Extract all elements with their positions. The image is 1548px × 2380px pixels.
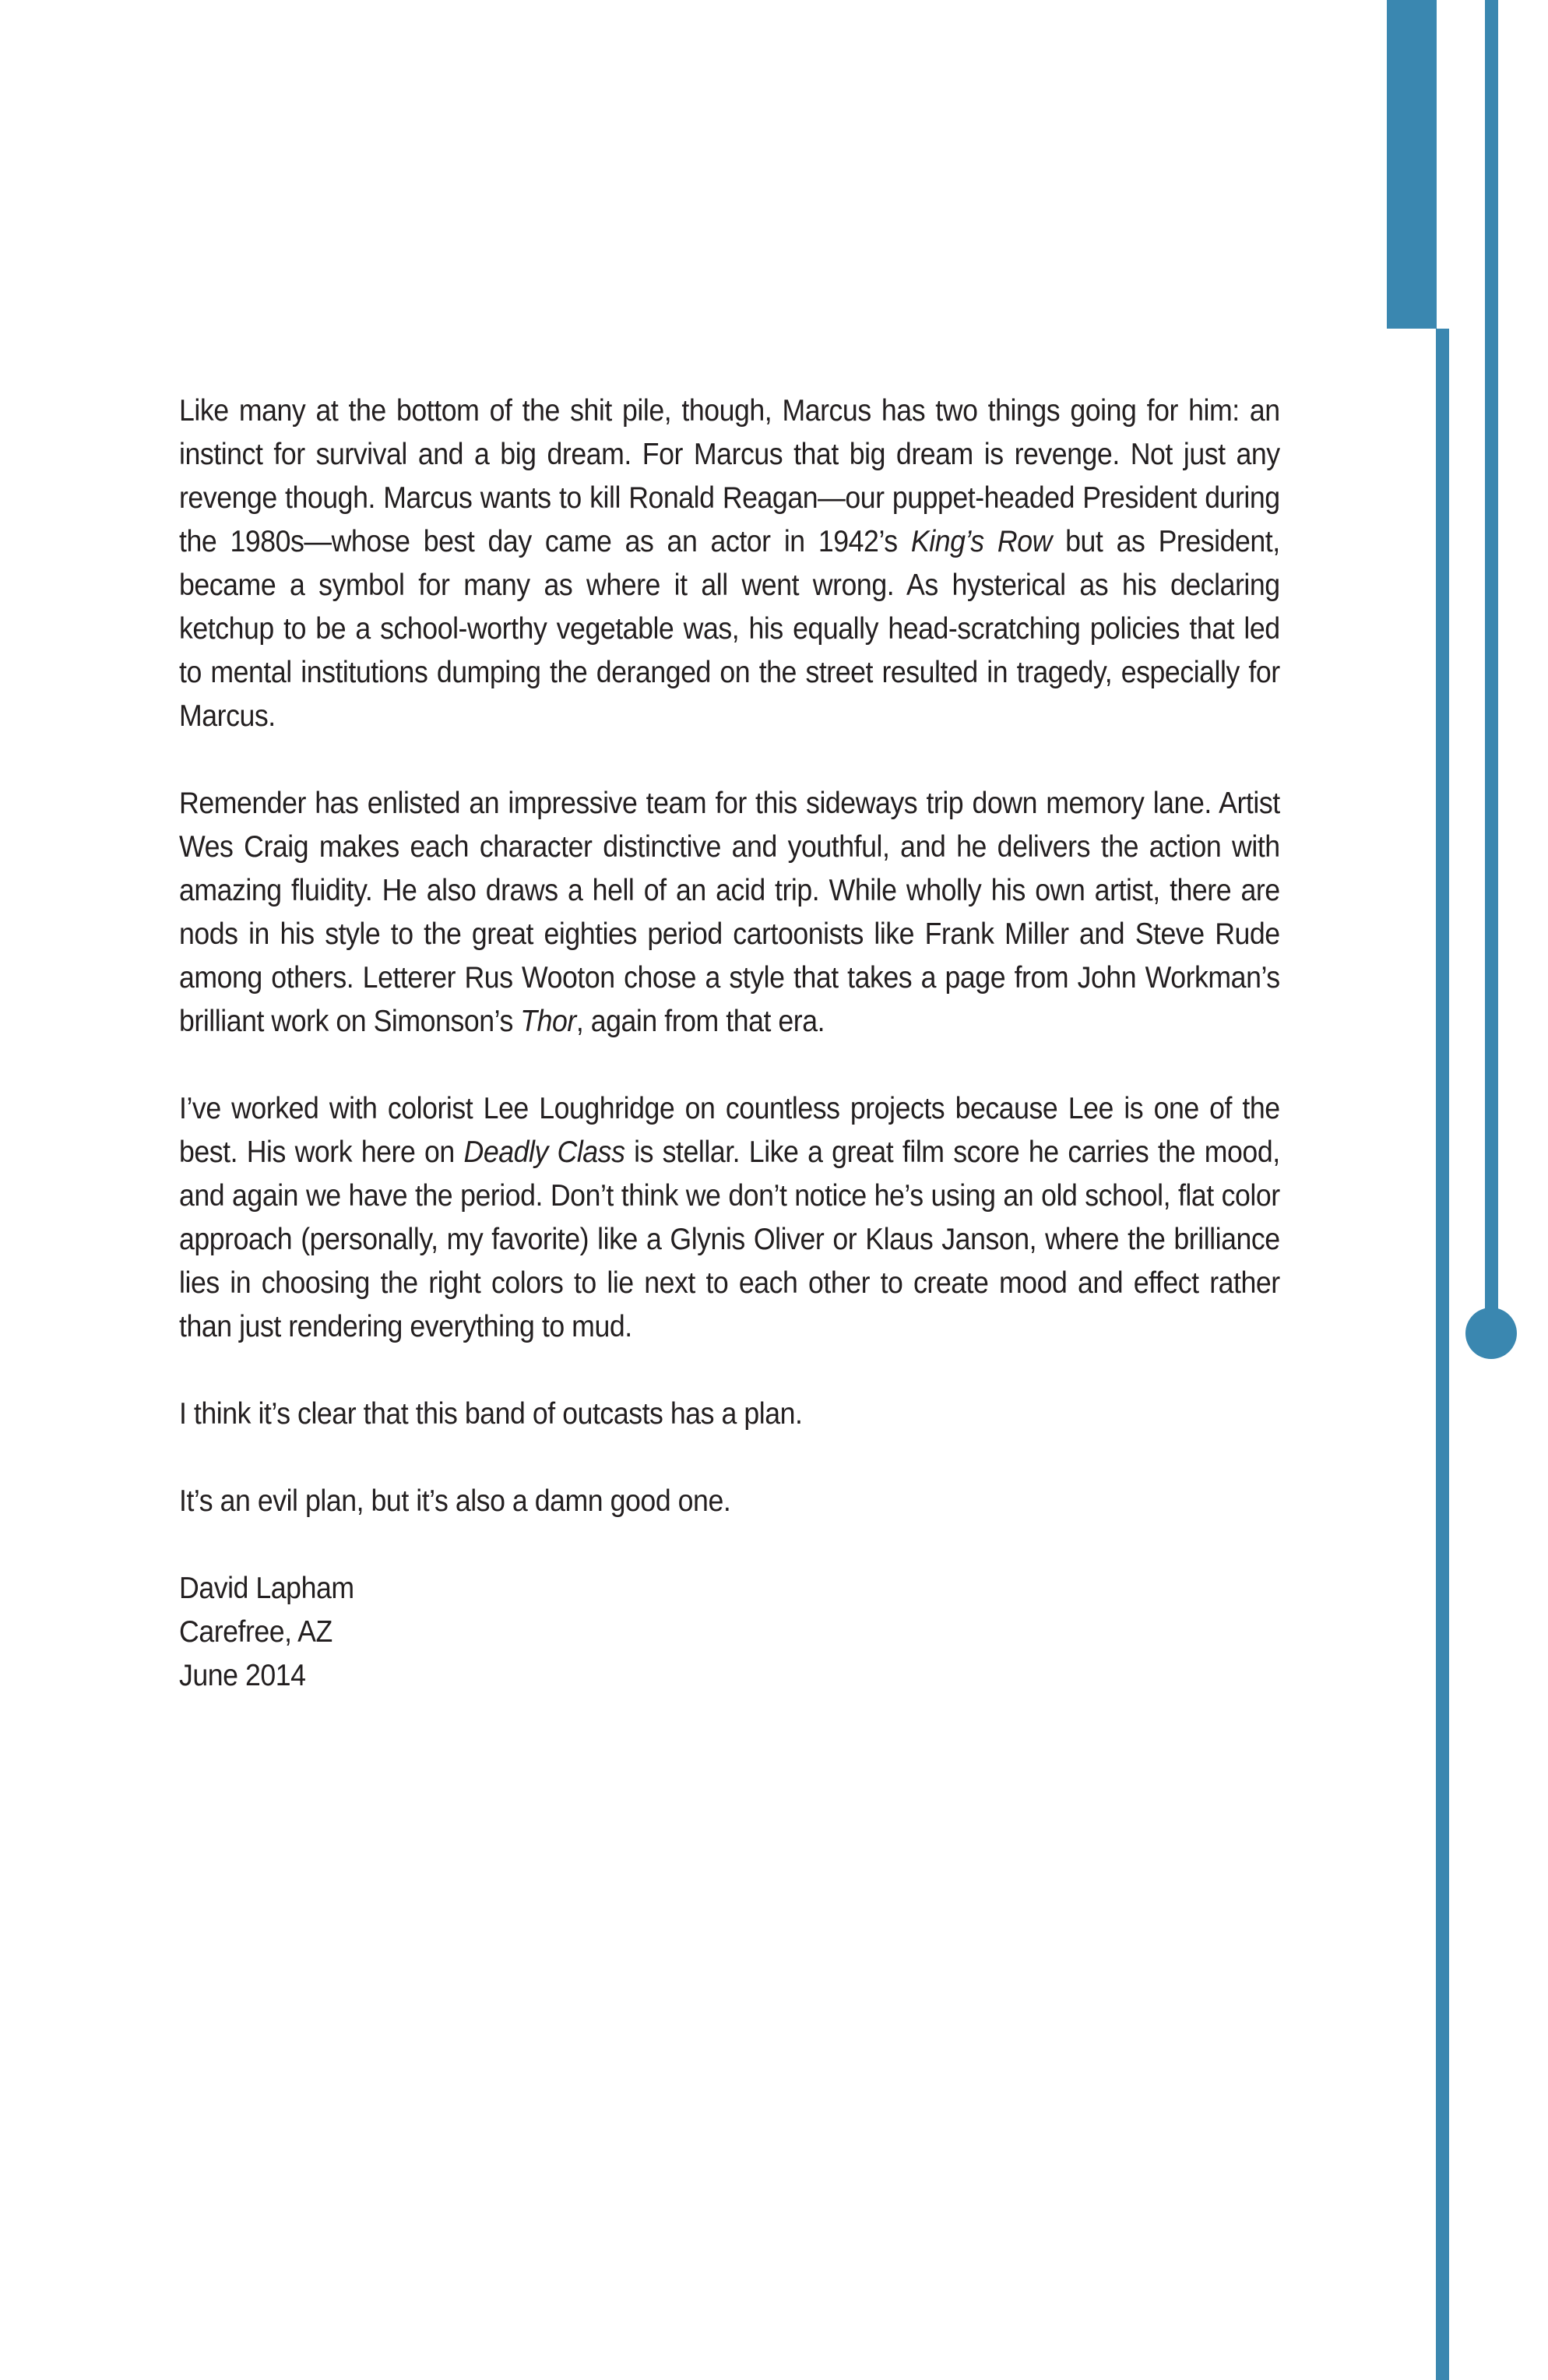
paragraph-5: It’s an evil plan, but it’s also a damn good one.: [179, 1484, 731, 1518]
decorative-vertical-line-lower: [1436, 329, 1449, 2380]
paragraph-2-text: Remender has enlisted an impressive team for this sideways trip down memory lane. Artist Wes Craig makes each character distinctive and youthful, and he delivers the action with amazing fluidity. He also draws a hell of an acid trip. While wholly his own artist, there are nods in his style to the great eighties period cartoonists like Frank Miller and Steve Rude among others. Letterer Rus Wooton chose a style that takes a page from John Workman’s brilliant work on Simonson’s: [179, 787, 1280, 1038]
paragraph-1: [179, 389, 1280, 738]
paragraph-3: [179, 1087, 1280, 1349]
paragraph-3-text-end: is stellar. Like a great film score he carries the mood, and again we have the period. Don’t think we don’t notice he’s using an old school, flat color approach (personally, my favorite) like a Glynis Oliver or Klaus Janson, where the brilliance lies in choosing the right colors to lie next to each other to create mood and effect rather than just rendering everything to mud.: [179, 1135, 1280, 1343]
paragraph-1-text-end: but as President, became a symbol for many as where it all went wrong. As hysterical as his declaring ketchup to be a school-worthy vegetable was, his equally head-scratching policies that led to mental institutions dumping the deranged on the street resulted in tragedy, especially for Marcus.: [179, 525, 1280, 733]
decorative-accent-block: [1387, 0, 1437, 329]
paragraph-4: I think it’s clear that this band of outcasts has a plan.: [179, 1397, 803, 1431]
signature-name: David Lapham: [179, 1572, 354, 1605]
signature-location: Carefree, AZ: [179, 1615, 332, 1649]
paragraph-1-title: King’s Row: [910, 525, 1052, 558]
paragraph-3-text: I’ve worked with colorist Lee Loughridge on countless projects because Lee is one of the best. His work here on: [179, 1092, 1280, 1169]
decorative-circle: [1465, 1308, 1517, 1359]
paragraph-2-text-end: , again from that era.: [575, 1005, 825, 1038]
document-body: [179, 389, 1280, 1698]
signature-block: [179, 1567, 1280, 1698]
paragraph-2-title: Thor: [520, 1005, 576, 1038]
paragraph-3-title: Deadly Class: [463, 1135, 625, 1169]
signature-date: June 2014: [179, 1659, 306, 1692]
paragraph-1-text: Like many at the bottom of the shit pile, though, Marcus has two things going for him: an instinct for survival and a big dream. For Marcus that big dream is revenge. Not just any revenge though. Marcus wants to kill Ronald Reagan—our puppet-headed President during the 1980s—whose best day came as an actor in 1942’s: [179, 394, 1280, 558]
paragraph-2: [179, 782, 1280, 1044]
decorative-vertical-line-upper: [1485, 0, 1498, 1333]
